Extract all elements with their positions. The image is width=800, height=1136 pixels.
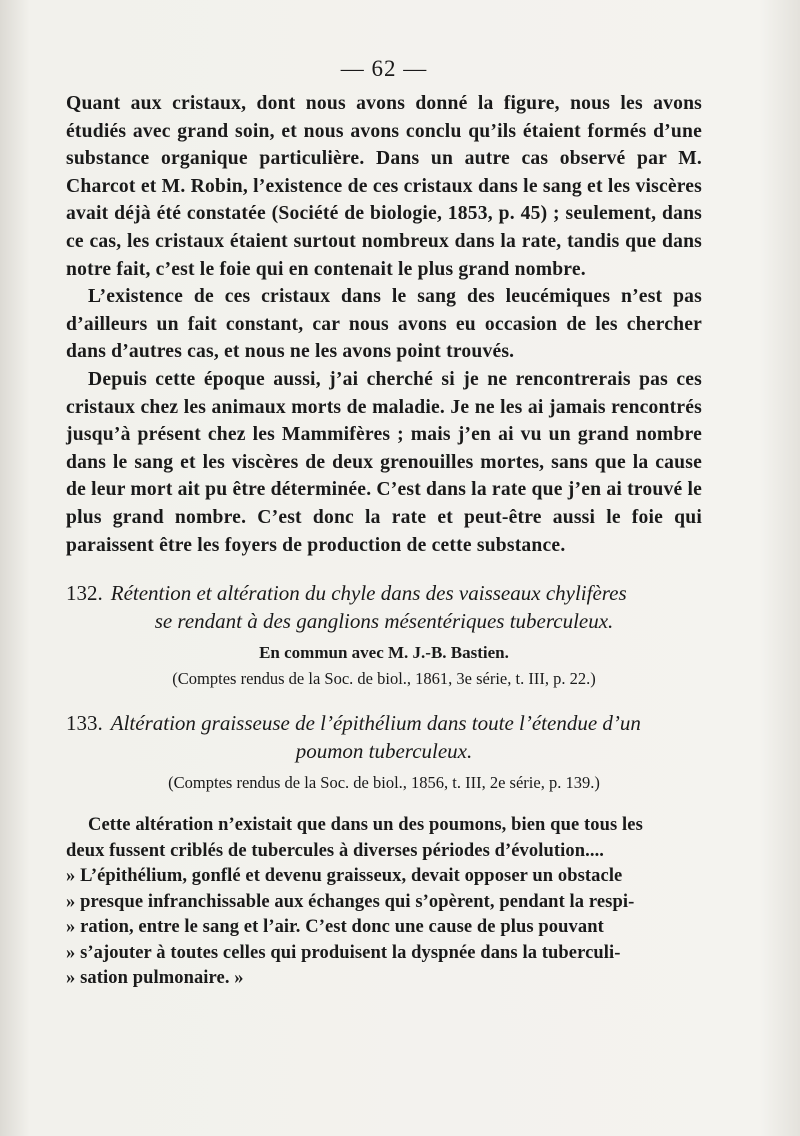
- section-title: [66, 709, 702, 765]
- closing-line: deux fussent criblés de tubercules à diverses périodes d’évolution....: [66, 840, 605, 861]
- paragraph-animals: Depuis cette époque aussi, j’ai cherché si je ne rencontrerais pas ces cristaux chez les animaux morts de maladie. Je ne les ai jamais rencontrés jusqu’à présent chez les Mammifères ; mais j’en ai vu un grand nombre dans le sang et les viscères de deux grenouilles mortes, sans que la cause de leur mort ait pu être déterminée. C’est dans la rate que j’en ai trouvé le plus grand nombre. C’est donc la rate et peut-être aussi le foie qui paraissent être les foyers de production de cette substance.: [66, 368, 702, 556]
- closing-line: » presque infranchissable aux échanges qui s’opèrent, pendant la respi-: [66, 891, 635, 912]
- section-133: [66, 709, 702, 793]
- page-content: [66, 56, 702, 992]
- section-title-line1: Altération graisseuse de l’épithélium dans toute l’étendue d’un: [110, 711, 641, 736]
- section-title-line1: Rétention et altération du chyle dans des vaisseaux chylifères: [110, 581, 627, 606]
- closing-line: Cette altération n’existait que dans un des poumons, bien que tous les: [88, 815, 643, 836]
- section-title-line2: se rendant à des ganglions mésentériques tuberculeux.: [154, 609, 614, 634]
- section-132: [66, 579, 702, 689]
- page-number: — 62 —: [340, 56, 428, 81]
- closing-line: » sation pulmonaire. »: [66, 968, 244, 989]
- closing-line: » ration, entre le sang et l’air. C’est donc une cause de plus pouvant: [66, 917, 604, 938]
- closing-line: » s’ajouter à toutes celles qui produisent la dyspnée dans la tuberculi-: [66, 942, 621, 963]
- section-title: [66, 579, 702, 635]
- paragraph-crystals: Quant aux cristaux, dont nous avons donné la figure, nous les avons étudiés avec grand soin, et nous avons conclu qu’ils étaient formés d’une substance organique particulière. Dans un autre cas observé par M. Charcot et M. Robin, l’existence de ces cristaux dans le sang et les viscères avait déjà été constatée (Société de biologie, 1853, p. 45) ; seulement, dans ce cas, les cristaux étaient surtout nombreux dans la rate, tandis que dans notre fait, c’est le foie qui en contenait le plus grand nombre.: [66, 93, 702, 280]
- closing-paragraph: [66, 813, 702, 992]
- closing-text: [66, 813, 702, 992]
- section-title-line2: poumon tuberculeux.: [295, 739, 473, 764]
- section-coauthor: En commun avec M. J.-B. Bastien.: [259, 643, 509, 663]
- section-reference: (Comptes rendus de la Soc. de biol., 1856, t. III, 2e série, p. 139.): [168, 773, 600, 793]
- closing-line: » L’épithélium, gonflé et devenu graisseux, devait opposer un obstacle: [66, 866, 623, 887]
- paragraph-leucemia: L’existence de ces cristaux dans le sang des leucémiques n’est pas d’ailleurs un fait constant, car nous avons eu occasion de les chercher dans d’autres cas, et nous ne les avons point trouvés.: [66, 286, 702, 363]
- section-number: 133.: [66, 711, 103, 736]
- section-reference: (Comptes rendus de la Soc. de biol., 1861, 3e série, t. III, p. 22.): [172, 669, 596, 689]
- section-number: 132.: [66, 581, 103, 606]
